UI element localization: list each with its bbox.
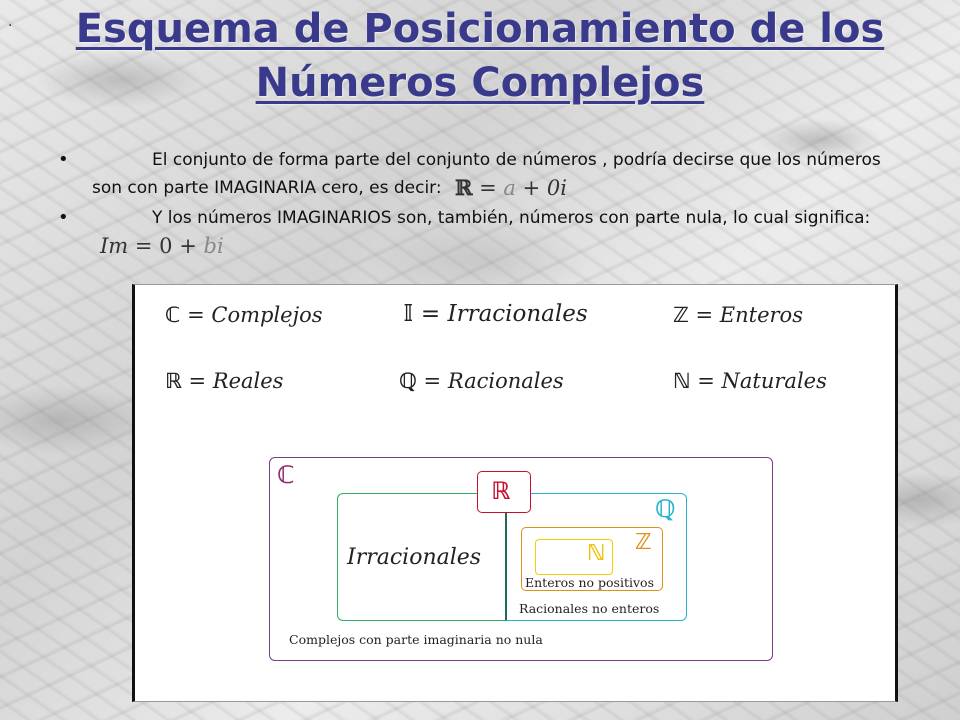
set-complejos-symbol: ℂ [277,461,295,489]
irracionales-label: Irracionales [347,545,482,570]
bullet-item [58,146,908,202]
legend-enteros: ℤ = Enteros [673,303,803,327]
slide-title: Esquema de Posicionamiento de los Números Complejos [75,6,885,106]
set-enteros-symbol: ℤ [635,530,652,555]
legend-racionales: ℚ = Racionales [399,369,564,393]
bullet-text: El conjunto de forma parte del conjunto de números , podría decirse que los números son con parte IMAGINARIA cero, es decir: [92,150,881,198]
formula-real: ℝ = a + 0i [455,175,567,200]
legend-naturales: ℕ = Naturales [673,369,827,393]
enteros-no-positivos-label: Enteros no positivos [525,575,654,590]
bullet-list [58,146,908,262]
legend-complejos: ℂ = Complejos [165,303,323,327]
set-naturales-symbol: ℕ [587,541,606,566]
set-reales-symbol: ℝ [491,477,511,505]
slide-marker: . [8,14,13,30]
bullet-text: Y los números IMAGINARIOS son, también, números con parte nula, lo cual significa: [152,208,871,228]
complejos-no-nula-label: Complejos con parte imaginaria no nula [289,632,543,647]
legend-reales: ℝ = Reales [165,369,284,393]
bullet-item [58,204,908,260]
diagram-panel [132,284,898,702]
formula-imaginary: Im = 0 + bi [100,234,224,258]
racionales-no-enteros-label: Racionales no enteros [519,601,660,616]
set-racionales-symbol: ℚ [655,495,676,523]
legend-irracionales: 𝕀 = Irracionales [403,301,588,327]
